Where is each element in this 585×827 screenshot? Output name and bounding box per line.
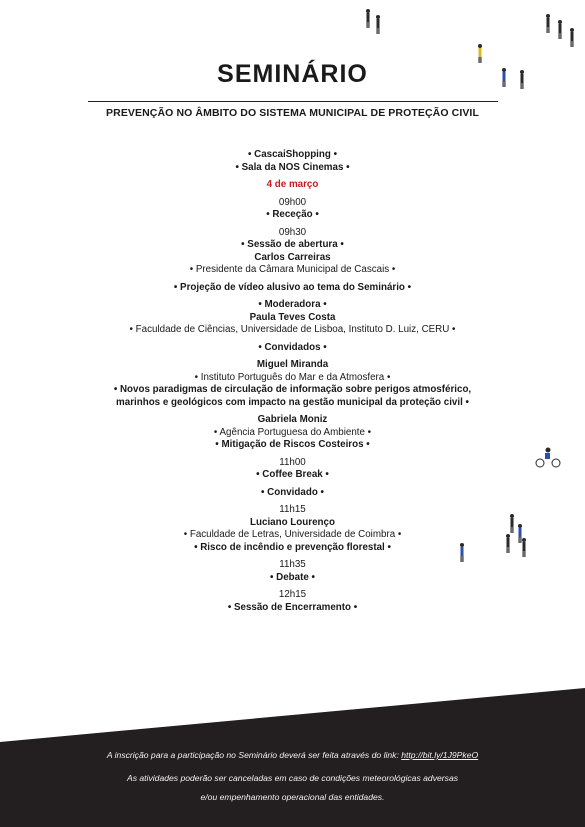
program-line: • Sessão de Encerramento • [227, 601, 358, 613]
page-title: SEMINÁRIO [217, 60, 368, 88]
program-line: • Convidado • [261, 486, 324, 498]
program-line: • Sala da NOS Cinemas • [235, 161, 350, 173]
program-line: • Receção • [266, 209, 319, 220]
cancellation-notice-line-2: e/ou empenhamento operacional das entidades. [200, 792, 385, 802]
program-line: • CascaiShopping • [247, 149, 338, 160]
program-line: 12h15 [278, 589, 307, 600]
registration-link[interactable]: http://bit.ly/1J9PkeO [401, 750, 479, 760]
program-line: Paula Teves Costa [249, 311, 336, 323]
program-line: • Moderadora • [258, 299, 327, 310]
program-line: Luciano Lourenço [250, 516, 335, 528]
program-line: • Instituto Português do Mar e da Atmosfera • [194, 371, 391, 383]
program-line: Gabriela Moniz [257, 414, 328, 425]
program-line: • Projeção de vídeo alusivo ao tema do Seminário • [173, 281, 412, 293]
program-line: 09h00 [278, 196, 307, 208]
program-line: • Mitigação de Riscos Costeiros • [215, 439, 370, 450]
program-line: • Convidados • [258, 341, 327, 353]
program-line: • Coffee Break • [256, 469, 329, 480]
program-line: • Faculdade de Letras, Universidade de Coimbra • [183, 529, 402, 540]
program-line: • Faculdade de Ciências, Universidade de Lisboa, Instituto D. Luiz, CERU • [129, 324, 456, 335]
program-line: marinhos e geológicos com impacto na gestão municipal da proteção civil • [116, 396, 469, 408]
cancellation-notice-line-1: As atividades poderão ser canceladas em caso de condições meteorológicas adversas [126, 773, 459, 783]
program-line: 11h15 [279, 504, 306, 515]
program-line: Miguel Miranda [256, 359, 329, 370]
program-line: • Presidente da Câmara Municipal de Cascais • [189, 264, 396, 275]
page-subtitle: PREVENÇÃO NO ÂMBITO DO SISTEMA MUNICIPAL DE PROTEÇÃO CIVIL [106, 107, 479, 119]
program-line: 09h30 [278, 226, 307, 238]
program-line: • Novos paradigmas de circulação de informação sobre perigos atmosférico, [113, 384, 472, 395]
program-line: • Debate • [270, 571, 315, 583]
registration-text: A inscrição para a participação no Seminário deverá ser feita através do link: [106, 750, 402, 760]
program-line: • Risco de incêndio e prevenção florestal • [194, 541, 391, 553]
program-line: • Sessão de abertura • [241, 239, 344, 250]
program-line: 11h00 [279, 456, 306, 468]
program-line: 11h35 [279, 559, 306, 570]
program-line: • Agência Portuguesa do Ambiente • [213, 426, 372, 438]
program-line: 4 de março [266, 179, 319, 190]
program-line: Carlos Carreiras [254, 251, 331, 263]
registration-notice [0, 748, 585, 762]
